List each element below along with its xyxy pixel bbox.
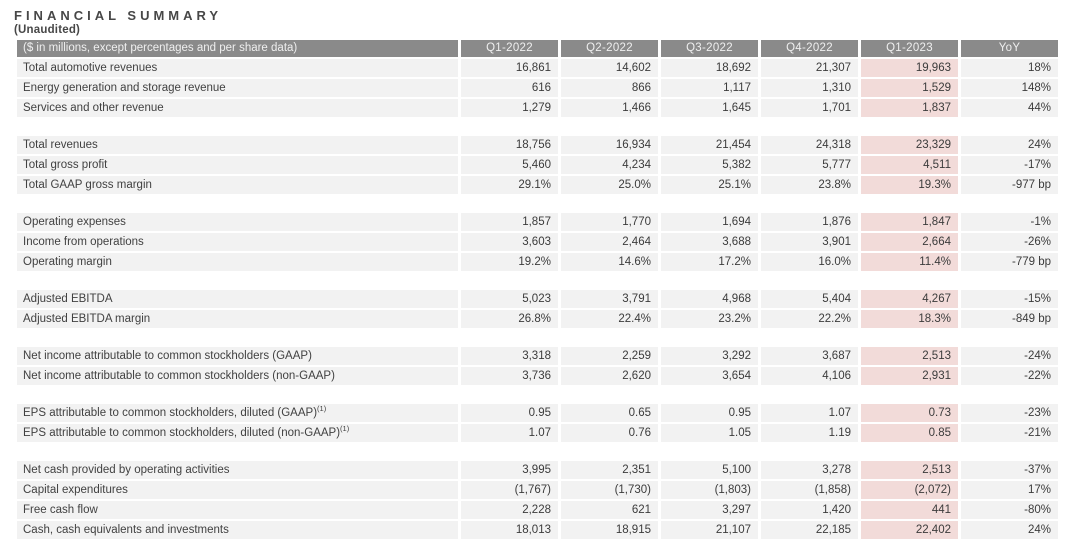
value-cell: 1,117 bbox=[661, 79, 758, 97]
value-cell: 17% bbox=[961, 481, 1058, 499]
value-cell: 2,513 bbox=[861, 347, 958, 365]
value-cell: 23.8% bbox=[761, 176, 858, 194]
value-cell: 3,688 bbox=[661, 233, 758, 251]
value-cell: 5,404 bbox=[761, 290, 858, 308]
value-cell: (1,767) bbox=[461, 481, 558, 499]
value-cell: (1,858) bbox=[761, 481, 858, 499]
row-label bbox=[17, 213, 458, 231]
value-cell: 4,968 bbox=[661, 290, 758, 308]
value-cell: 18,692 bbox=[661, 59, 758, 77]
value-cell: 21,307 bbox=[761, 59, 858, 77]
value-cell: -37% bbox=[961, 461, 1058, 479]
value-cell: 1.05 bbox=[661, 424, 758, 442]
value-cell: 18,756 bbox=[461, 136, 558, 154]
value-cell: 3,736 bbox=[461, 367, 558, 385]
value-cell: 3,603 bbox=[461, 233, 558, 251]
row-label-text: Total revenues bbox=[23, 139, 98, 151]
row-label bbox=[17, 59, 458, 77]
value-cell: 11.4% bbox=[861, 253, 958, 271]
row-label bbox=[17, 253, 458, 271]
value-cell: 1,694 bbox=[661, 213, 758, 231]
value-cell: 1,857 bbox=[461, 213, 558, 231]
value-cell: 1,420 bbox=[761, 501, 858, 519]
value-cell: 22,185 bbox=[761, 521, 858, 539]
value-cell: 21,454 bbox=[661, 136, 758, 154]
value-cell: -15% bbox=[961, 290, 1058, 308]
value-cell: 22,402 bbox=[861, 521, 958, 539]
value-cell: 3,995 bbox=[461, 461, 558, 479]
value-cell: 14,602 bbox=[561, 59, 658, 77]
value-cell: 0.76 bbox=[561, 424, 658, 442]
value-cell: 19.2% bbox=[461, 253, 558, 271]
value-cell: 23,329 bbox=[861, 136, 958, 154]
value-cell: 2,464 bbox=[561, 233, 658, 251]
title-block bbox=[0, 0, 1080, 36]
value-cell: 1,701 bbox=[761, 99, 858, 117]
value-cell: 1.19 bbox=[761, 424, 858, 442]
footnote-ref: (1) bbox=[317, 404, 327, 414]
value-cell: 0.65 bbox=[561, 404, 658, 422]
value-cell: 22.4% bbox=[561, 310, 658, 328]
value-cell: 1.07 bbox=[461, 424, 558, 442]
value-cell: 4,234 bbox=[561, 156, 658, 174]
row-label bbox=[17, 347, 458, 365]
value-cell: 3,297 bbox=[661, 501, 758, 519]
value-cell: 24% bbox=[961, 521, 1058, 539]
value-cell: 3,901 bbox=[761, 233, 858, 251]
value-cell: 2,931 bbox=[861, 367, 958, 385]
row-label-text: Free cash flow bbox=[23, 504, 98, 516]
value-cell: -23% bbox=[961, 404, 1058, 422]
row-label-text: Net income attributable to common stockholders (non-GAAP) bbox=[23, 370, 335, 382]
column-header-q1-2022: Q1-2022 bbox=[461, 40, 558, 57]
value-cell: 29.1% bbox=[461, 176, 558, 194]
value-cell: 3,687 bbox=[761, 347, 858, 365]
value-cell: (1,730) bbox=[561, 481, 658, 499]
value-cell: 18% bbox=[961, 59, 1058, 77]
row-label bbox=[17, 99, 458, 117]
value-cell: 26.8% bbox=[461, 310, 558, 328]
row-label bbox=[17, 233, 458, 251]
column-header-q2-2022: Q2-2022 bbox=[561, 40, 658, 57]
value-cell: 3,278 bbox=[761, 461, 858, 479]
value-cell: 1,279 bbox=[461, 99, 558, 117]
value-cell: 5,777 bbox=[761, 156, 858, 174]
row-label-text: EPS attributable to common stockholders, diluted (GAAP) bbox=[23, 407, 318, 419]
value-cell: 5,100 bbox=[661, 461, 758, 479]
value-cell: -779 bp bbox=[961, 253, 1058, 271]
value-cell: 1,837 bbox=[861, 99, 958, 117]
value-cell: 21,107 bbox=[661, 521, 758, 539]
row-label bbox=[17, 176, 458, 194]
row-label bbox=[17, 501, 458, 519]
value-cell: 3,292 bbox=[661, 347, 758, 365]
value-cell: 2,259 bbox=[561, 347, 658, 365]
row-label bbox=[17, 481, 458, 499]
value-cell: 19.3% bbox=[861, 176, 958, 194]
value-cell: 621 bbox=[561, 501, 658, 519]
value-cell: -80% bbox=[961, 501, 1058, 519]
row-label bbox=[17, 521, 458, 539]
value-cell: 16.0% bbox=[761, 253, 858, 271]
value-cell: 0.95 bbox=[661, 404, 758, 422]
column-header-q3-2022: Q3-2022 bbox=[661, 40, 758, 57]
value-cell: 2,664 bbox=[861, 233, 958, 251]
value-cell: 616 bbox=[461, 79, 558, 97]
value-cell: 23.2% bbox=[661, 310, 758, 328]
spacer-row bbox=[17, 330, 1058, 345]
value-cell: 5,460 bbox=[461, 156, 558, 174]
row-label-text: Total gross profit bbox=[23, 159, 108, 171]
value-cell: 1,310 bbox=[761, 79, 858, 97]
value-cell: 1,770 bbox=[561, 213, 658, 231]
value-cell: -849 bp bbox=[961, 310, 1058, 328]
value-cell: 22.2% bbox=[761, 310, 858, 328]
row-label-text: EPS attributable to common stockholders, diluted (non-GAAP) bbox=[23, 427, 341, 439]
row-label-text: Adjusted EBITDA margin bbox=[23, 313, 151, 325]
value-cell: 44% bbox=[961, 99, 1058, 117]
value-cell: 2,620 bbox=[561, 367, 658, 385]
row-label bbox=[17, 290, 458, 308]
value-cell: 1.07 bbox=[761, 404, 858, 422]
value-cell: -26% bbox=[961, 233, 1058, 251]
value-cell: 0.85 bbox=[861, 424, 958, 442]
spacer-row bbox=[17, 387, 1058, 402]
value-cell: -1% bbox=[961, 213, 1058, 231]
value-cell: 1,529 bbox=[861, 79, 958, 97]
value-cell: 1,645 bbox=[661, 99, 758, 117]
row-label-text: Energy generation and storage revenue bbox=[23, 82, 226, 94]
financial-table bbox=[17, 40, 1058, 539]
value-cell: 3,318 bbox=[461, 347, 558, 365]
value-cell: 3,654 bbox=[661, 367, 758, 385]
page-title: FINANCIAL SUMMARY bbox=[14, 8, 223, 23]
row-label bbox=[17, 310, 458, 328]
row-label-text: Operating margin bbox=[23, 256, 112, 268]
row-label-text: Total automotive revenues bbox=[23, 62, 158, 74]
row-label bbox=[17, 404, 458, 422]
spacer-row bbox=[17, 273, 1058, 288]
row-label bbox=[17, 424, 458, 442]
value-cell: 4,267 bbox=[861, 290, 958, 308]
value-cell: 17.2% bbox=[661, 253, 758, 271]
row-label-text: Total GAAP gross margin bbox=[23, 179, 152, 191]
value-cell: 16,861 bbox=[461, 59, 558, 77]
row-label-text: Operating expenses bbox=[23, 216, 126, 228]
spacer-row bbox=[17, 196, 1058, 211]
value-cell: -17% bbox=[961, 156, 1058, 174]
value-cell: -977 bp bbox=[961, 176, 1058, 194]
value-cell: 25.0% bbox=[561, 176, 658, 194]
value-cell: -22% bbox=[961, 367, 1058, 385]
value-cell: 2,351 bbox=[561, 461, 658, 479]
value-cell: 1,876 bbox=[761, 213, 858, 231]
row-label bbox=[17, 156, 458, 174]
row-label bbox=[17, 461, 458, 479]
column-header-yoy: YoY bbox=[961, 40, 1058, 57]
value-cell: 3,791 bbox=[561, 290, 658, 308]
row-label-text: Capital expenditures bbox=[23, 484, 128, 496]
value-cell: -21% bbox=[961, 424, 1058, 442]
row-label-text: Net cash provided by operating activities bbox=[23, 464, 230, 476]
value-cell: 2,513 bbox=[861, 461, 958, 479]
row-label-text: Income from operations bbox=[23, 236, 144, 248]
value-cell: 18,013 bbox=[461, 521, 558, 539]
value-cell: 866 bbox=[561, 79, 658, 97]
value-cell: 1,466 bbox=[561, 99, 658, 117]
value-cell: 148% bbox=[961, 79, 1058, 97]
row-label-text: Adjusted EBITDA bbox=[23, 293, 113, 305]
value-cell: 19,963 bbox=[861, 59, 958, 77]
row-label bbox=[17, 136, 458, 154]
value-cell: 5,023 bbox=[461, 290, 558, 308]
column-header-q4-2022: Q4-2022 bbox=[761, 40, 858, 57]
value-cell: 0.95 bbox=[461, 404, 558, 422]
value-cell: -24% bbox=[961, 347, 1058, 365]
spacer-row bbox=[17, 444, 1058, 459]
value-cell: 5,382 bbox=[661, 156, 758, 174]
value-cell: 24% bbox=[961, 136, 1058, 154]
value-cell: 0.73 bbox=[861, 404, 958, 422]
row-label bbox=[17, 79, 458, 97]
value-cell: 18.3% bbox=[861, 310, 958, 328]
row-label-text: Cash, cash equivalents and investments bbox=[23, 524, 229, 536]
row-label bbox=[17, 367, 458, 385]
value-cell: 24,318 bbox=[761, 136, 858, 154]
page-subtitle: (Unaudited) bbox=[14, 24, 81, 36]
value-cell: 4,106 bbox=[761, 367, 858, 385]
value-cell: 18,915 bbox=[561, 521, 658, 539]
value-cell: (1,803) bbox=[661, 481, 758, 499]
value-cell: 25.1% bbox=[661, 176, 758, 194]
row-label-text: Services and other revenue bbox=[23, 102, 164, 114]
value-cell: 4,511 bbox=[861, 156, 958, 174]
value-cell: (2,072) bbox=[861, 481, 958, 499]
footnote-ref: (1) bbox=[340, 424, 350, 434]
value-cell: 441 bbox=[861, 501, 958, 519]
table-header-label: ($ in millions, except percentages and per share data) bbox=[17, 40, 458, 57]
value-cell: 16,934 bbox=[561, 136, 658, 154]
row-label-text: Net income attributable to common stockholders (GAAP) bbox=[23, 350, 312, 362]
column-header-q1-2023: Q1-2023 bbox=[861, 40, 958, 57]
value-cell: 1,847 bbox=[861, 213, 958, 231]
value-cell: 14.6% bbox=[561, 253, 658, 271]
spacer-row bbox=[17, 119, 1058, 134]
value-cell: 2,228 bbox=[461, 501, 558, 519]
